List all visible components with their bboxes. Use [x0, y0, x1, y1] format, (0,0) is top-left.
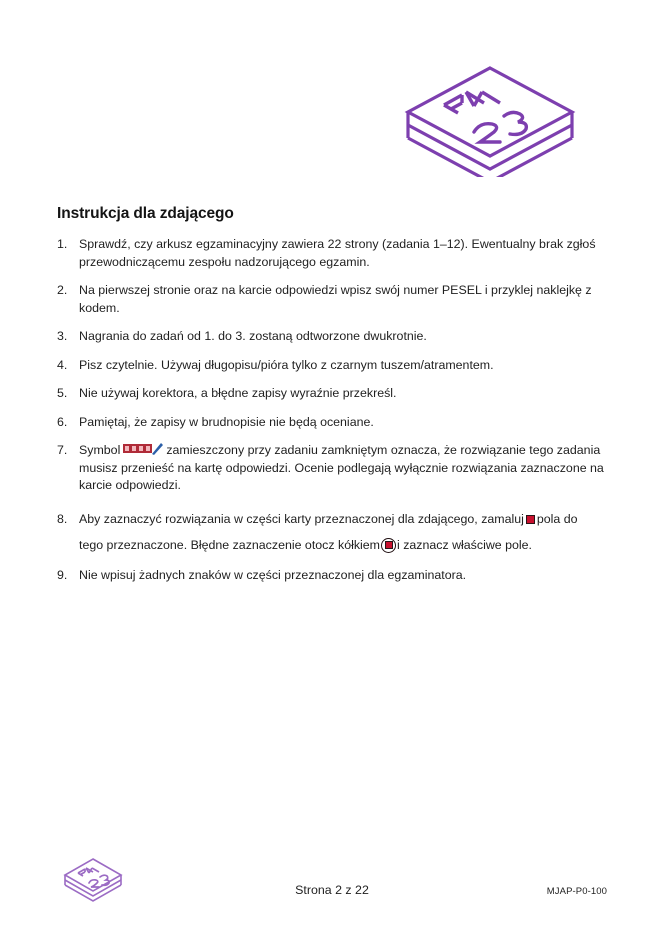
list-item-number: 7.	[57, 443, 68, 457]
list-item-text: Pisz czytelnie. Używaj długopisu/pióra tylko z czarnym tuszem/atramentem.	[79, 357, 494, 372]
list-item	[57, 236, 605, 271]
answer-box-cell	[131, 445, 137, 452]
list-item-number: 9.	[57, 567, 68, 582]
list-item-text: Nie używaj korektora, a błędne zapisy wyraźnie przekreśl.	[79, 386, 397, 400]
list-item-text: Nie wpisuj żadnych znaków w części przeznaczonej dla egzaminatora.	[79, 567, 467, 582]
list-item-text: Sprawdź, czy arkusz egzaminacyjny zawiera 22 strony (zadania 1–12). Ewentualny brak zgłoś przewodniczącemu zespołu nadzorującego egzamin.	[79, 237, 596, 269]
answer-card-boxes-with-pencil-icon	[123, 444, 163, 455]
list-item	[57, 567, 605, 585]
list-item-text	[79, 506, 605, 558]
list-item	[57, 328, 605, 346]
answer-box-row	[123, 444, 152, 453]
instruction-list	[57, 236, 605, 595]
em23-logo-icon	[400, 62, 580, 177]
list-item-number: 6.	[57, 414, 68, 429]
symbol-intro-text: Symbol	[79, 443, 121, 457]
list-item-number: 1.	[57, 237, 68, 251]
answer-box-cell	[138, 445, 144, 452]
list-item	[57, 282, 605, 317]
list-item-text: Nagrania do zadań od 1. do 3. zostaną odtworzone dwukrotnie.	[79, 329, 427, 343]
list-item-text: Pamiętaj, że zapisy w brudnopisie nie będą oceniane.	[79, 414, 374, 429]
footer-page-number: Strona 2 z 22	[295, 883, 369, 897]
list-item	[57, 414, 605, 432]
list-item	[57, 385, 605, 403]
fill-instruction-text-part3: i zaznacz właściwe pole.	[397, 537, 532, 552]
answer-box-cell	[124, 445, 130, 452]
list-item-text: Na pierwszej stronie oraz na karcie odpowiedzi wpisz swój numer PESEL i przyklej naklejkę z kodem.	[79, 283, 592, 315]
inner-square	[385, 541, 393, 549]
em23-logo-header	[400, 62, 580, 177]
fill-instruction-text-part2: pola do tego przeznaczone. Błędne zaznaczenie otocz kółkiem	[79, 511, 578, 552]
filled-square-icon	[526, 515, 535, 524]
fill-instruction-text-part1: Aby zaznaczyć rozwiązania w części karty przeznaczonej dla zdającego, zamaluj	[79, 511, 524, 526]
list-item-text	[79, 442, 605, 495]
list-item-number: 3.	[57, 329, 68, 343]
list-item-number: 2.	[57, 283, 68, 297]
list-item-number: 8.	[57, 511, 68, 526]
circled-square-icon	[381, 538, 396, 553]
list-item	[57, 506, 605, 558]
pencil-icon	[150, 442, 164, 456]
list-item	[57, 357, 605, 375]
list-item-number: 5.	[57, 386, 68, 400]
list-item-number: 4.	[57, 357, 68, 372]
page-title: Instrukcja dla zdającego	[57, 205, 234, 222]
footer-document-code: MJAP-P0-100	[546, 886, 607, 897]
symbol-description-text: zamieszczony przy zadaniu zamkniętym oznacza, że rozwiązanie tego zadania musisz przenieść na kartę odpowiedzi. Ocenie podlegają wyłącznie rozwiązania zaznaczone na karcie odpowiedzi.	[79, 443, 604, 492]
list-item	[57, 442, 605, 495]
